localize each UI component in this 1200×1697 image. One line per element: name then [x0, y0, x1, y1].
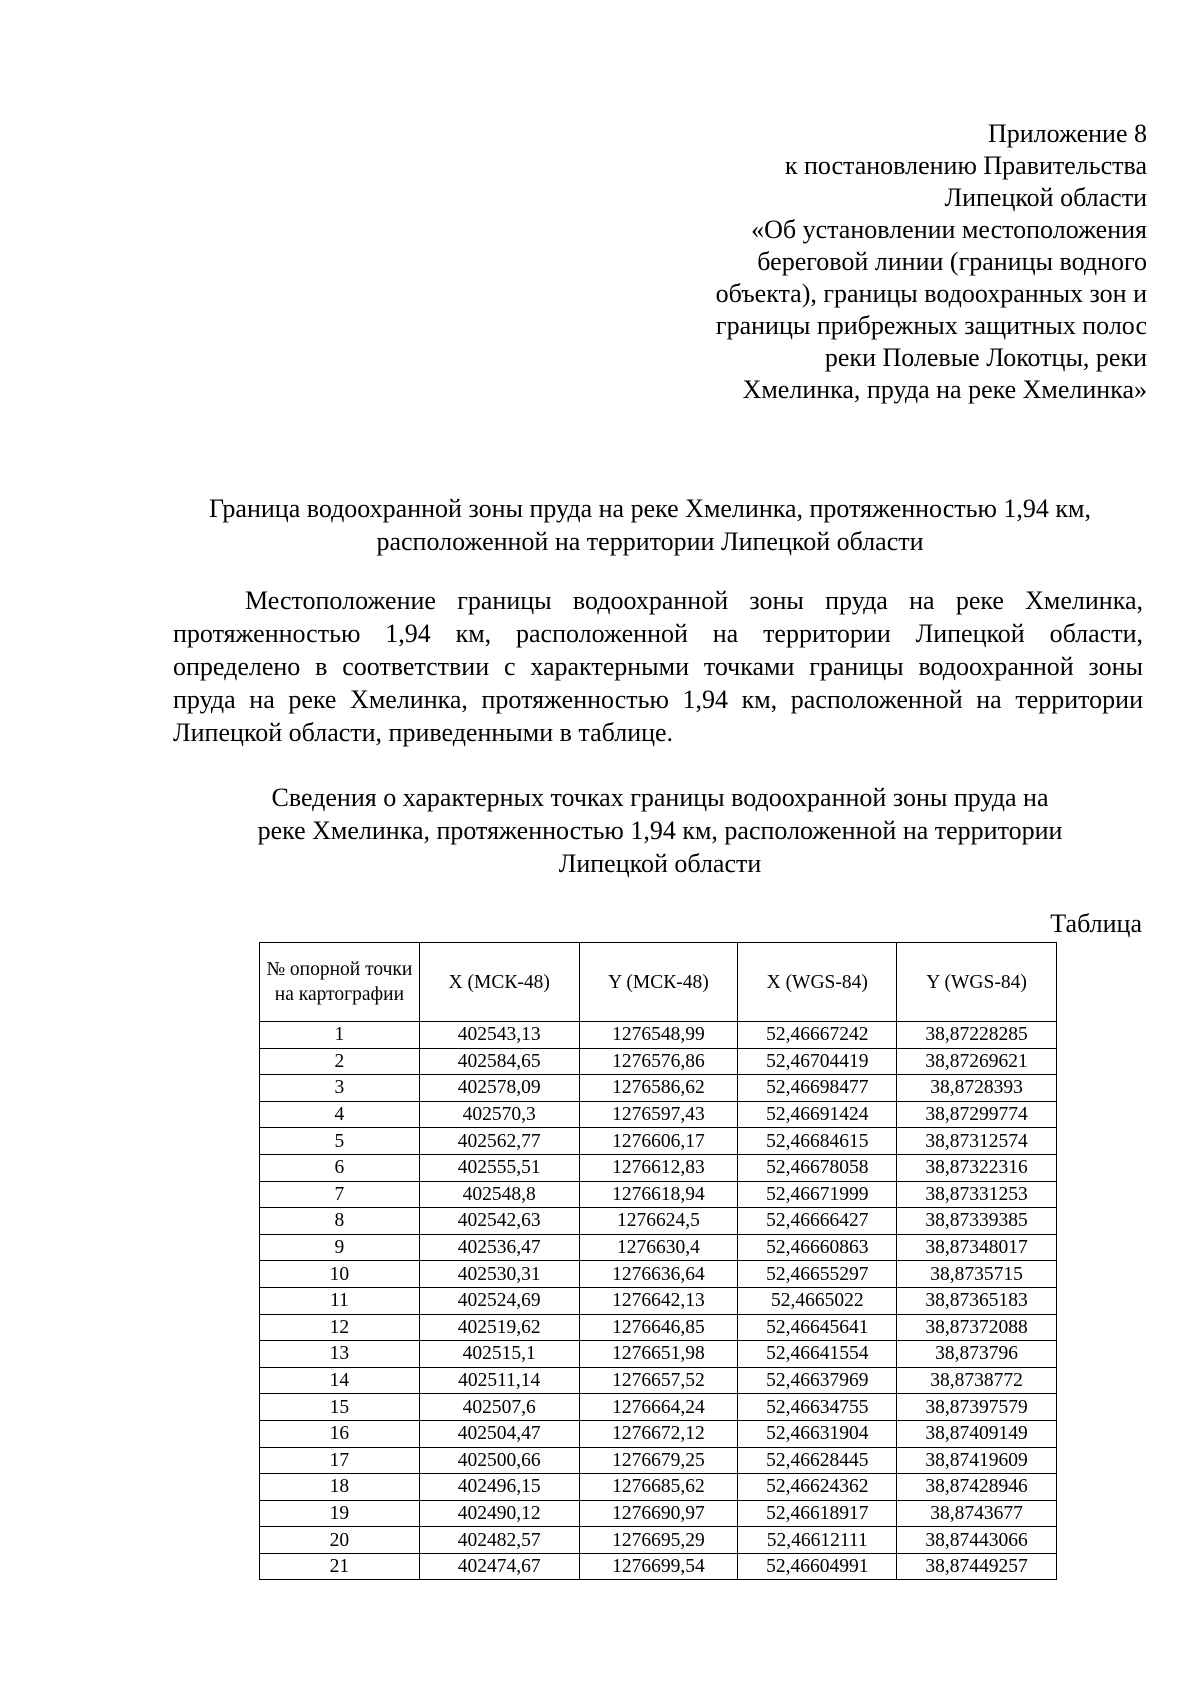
cell-x-msk48: 402548,8	[419, 1181, 579, 1208]
table-row	[260, 1208, 1057, 1235]
cell-y-wgs84: 38,8743677	[897, 1500, 1057, 1527]
header-y-msk48: Y (МСК-48)	[579, 943, 738, 1022]
table-row	[260, 1420, 1057, 1447]
document-title-line: расположенной на территории Липецкой области	[376, 527, 924, 556]
cell-y-msk48: 1276685,62	[579, 1474, 738, 1501]
cell-point-number: 13	[260, 1341, 420, 1368]
table-row	[260, 1234, 1057, 1261]
cell-x-wgs84: 52,46634755	[738, 1394, 897, 1421]
cell-point-number: 14	[260, 1367, 420, 1394]
cell-y-msk48: 1276636,64	[579, 1261, 738, 1288]
cell-y-msk48: 1276612,83	[579, 1154, 738, 1181]
cell-y-wgs84: 38,87419609	[897, 1447, 1057, 1474]
table-row	[260, 1022, 1057, 1049]
cell-point-number: 17	[260, 1447, 420, 1474]
cell-y-wgs84: 38,873796	[897, 1341, 1057, 1368]
cell-y-msk48: 1276695,29	[579, 1527, 738, 1554]
cell-y-msk48: 1276657,52	[579, 1367, 738, 1394]
cell-point-number: 1	[260, 1022, 420, 1049]
cell-y-msk48: 1276690,97	[579, 1500, 738, 1527]
table-label: Таблица	[1050, 909, 1142, 938]
header-y-wgs84: Y (WGS-84)	[897, 943, 1057, 1022]
cell-point-number: 8	[260, 1208, 420, 1235]
cell-y-msk48: 1276586,62	[579, 1075, 738, 1102]
header-point-number: № опорной точки на картографии	[260, 943, 420, 1022]
cell-x-wgs84: 52,46691424	[738, 1101, 897, 1128]
cell-point-number: 11	[260, 1287, 420, 1314]
cell-y-wgs84: 38,87348017	[897, 1234, 1057, 1261]
cell-x-wgs84: 52,46604991	[738, 1553, 897, 1580]
cell-x-msk48: 402482,57	[419, 1527, 579, 1554]
cell-y-wgs84: 38,8738772	[897, 1367, 1057, 1394]
cell-y-msk48: 1276699,54	[579, 1553, 738, 1580]
cell-y-msk48: 1276548,99	[579, 1022, 738, 1049]
cell-x-msk48: 402562,77	[419, 1128, 579, 1155]
cell-y-msk48: 1276646,85	[579, 1314, 738, 1341]
cell-x-msk48: 402519,62	[419, 1314, 579, 1341]
document-title-line: Граница водоохранной зоны пруда на реке Хмелинка, протяженностью 1,94 км,	[209, 494, 1091, 523]
header-x-wgs84: X (WGS-84)	[738, 943, 897, 1022]
cell-y-msk48: 1276672,12	[579, 1420, 738, 1447]
table-header-row	[260, 943, 1057, 1022]
cell-y-msk48: 1276618,94	[579, 1181, 738, 1208]
appendix-line: Хмелинка, пруда на реке Хмелинка»	[742, 375, 1147, 404]
cell-y-msk48: 1276606,17	[579, 1128, 738, 1155]
table-row	[260, 1500, 1057, 1527]
cell-x-wgs84: 52,46666427	[738, 1208, 897, 1235]
cell-y-msk48: 1276679,25	[579, 1447, 738, 1474]
cell-x-msk48: 402542,63	[419, 1208, 579, 1235]
cell-y-wgs84: 38,87397579	[897, 1394, 1057, 1421]
cell-y-wgs84: 38,87428946	[897, 1474, 1057, 1501]
table-row	[260, 1048, 1057, 1075]
cell-x-wgs84: 52,46612111	[738, 1527, 897, 1554]
cell-y-wgs84: 38,87269621	[897, 1048, 1057, 1075]
cell-point-number: 18	[260, 1474, 420, 1501]
cell-y-msk48: 1276651,98	[579, 1341, 738, 1368]
cell-x-msk48: 402570,3	[419, 1101, 579, 1128]
appendix-line: границы прибрежных защитных полос	[715, 311, 1147, 340]
table-row	[260, 1128, 1057, 1155]
document-title	[160, 492, 1140, 558]
cell-point-number: 21	[260, 1553, 420, 1580]
table-row	[260, 1287, 1057, 1314]
cell-point-number: 20	[260, 1527, 420, 1554]
cell-x-wgs84: 52,4665022	[738, 1287, 897, 1314]
appendix-line: береговой линии (границы водного	[757, 247, 1147, 276]
table-row	[260, 1261, 1057, 1288]
cell-y-msk48: 1276642,13	[579, 1287, 738, 1314]
cell-x-wgs84: 52,46671999	[738, 1181, 897, 1208]
table-body	[260, 1022, 1057, 1580]
table-row	[260, 1553, 1057, 1580]
cell-x-wgs84: 52,46678058	[738, 1154, 897, 1181]
cell-y-wgs84: 38,87372088	[897, 1314, 1057, 1341]
cell-y-msk48: 1276624,5	[579, 1208, 738, 1235]
cell-y-msk48: 1276597,43	[579, 1101, 738, 1128]
cell-x-msk48: 402555,51	[419, 1154, 579, 1181]
cell-x-wgs84: 52,46655297	[738, 1261, 897, 1288]
cell-y-msk48: 1276576,86	[579, 1048, 738, 1075]
cell-x-msk48: 402543,13	[419, 1022, 579, 1049]
cell-y-wgs84: 38,87228285	[897, 1022, 1057, 1049]
cell-x-wgs84: 52,46641554	[738, 1341, 897, 1368]
table-row	[260, 1367, 1057, 1394]
cell-x-wgs84: 52,46667242	[738, 1022, 897, 1049]
cell-x-msk48: 402504,47	[419, 1420, 579, 1447]
cell-point-number: 15	[260, 1394, 420, 1421]
cell-y-msk48: 1276664,24	[579, 1394, 738, 1421]
table-row	[260, 1154, 1057, 1181]
cell-x-wgs84: 52,46645641	[738, 1314, 897, 1341]
table-row	[260, 1394, 1057, 1421]
table-row	[260, 1101, 1057, 1128]
cell-y-wgs84: 38,87322316	[897, 1154, 1057, 1181]
cell-x-msk48: 402515,1	[419, 1341, 579, 1368]
cell-point-number: 16	[260, 1420, 420, 1447]
cell-x-wgs84: 52,46618917	[738, 1500, 897, 1527]
cell-point-number: 6	[260, 1154, 420, 1181]
cell-x-msk48: 402584,65	[419, 1048, 579, 1075]
cell-y-wgs84: 38,87312574	[897, 1128, 1057, 1155]
cell-x-wgs84: 52,46624362	[738, 1474, 897, 1501]
cell-point-number: 10	[260, 1261, 420, 1288]
table-row	[260, 1447, 1057, 1474]
cell-x-wgs84: 52,46698477	[738, 1075, 897, 1102]
coordinates-table	[259, 942, 1057, 1580]
appendix-line: Приложение 8	[987, 119, 1147, 148]
cell-point-number: 5	[260, 1128, 420, 1155]
appendix-line: к постановлению Правительства	[784, 151, 1147, 180]
cell-point-number: 2	[260, 1048, 420, 1075]
cell-x-msk48: 402474,67	[419, 1553, 579, 1580]
cell-y-wgs84: 38,87449257	[897, 1553, 1057, 1580]
table-row	[260, 1474, 1057, 1501]
cell-y-wgs84: 38,87443066	[897, 1527, 1057, 1554]
cell-x-wgs84: 52,46631904	[738, 1420, 897, 1447]
cell-x-msk48: 402490,12	[419, 1500, 579, 1527]
cell-x-msk48: 402578,09	[419, 1075, 579, 1102]
cell-x-wgs84: 52,46637969	[738, 1367, 897, 1394]
appendix-block	[627, 118, 1147, 406]
cell-x-wgs84: 52,46628445	[738, 1447, 897, 1474]
table-row	[260, 1314, 1057, 1341]
table-caption-line: реке Хмелинка, протяженностью 1,94 км, расположенной на территории	[257, 816, 1063, 845]
cell-x-msk48: 402524,69	[419, 1287, 579, 1314]
header-x-msk48: X (МСК-48)	[419, 943, 579, 1022]
cell-point-number: 7	[260, 1181, 420, 1208]
cell-x-wgs84: 52,46704419	[738, 1048, 897, 1075]
cell-y-wgs84: 38,8735715	[897, 1261, 1057, 1288]
appendix-line: Липецкой области	[944, 183, 1147, 212]
cell-y-wgs84: 38,87339385	[897, 1208, 1057, 1235]
cell-y-wgs84: 38,87409149	[897, 1420, 1057, 1447]
cell-x-wgs84: 52,46684615	[738, 1128, 897, 1155]
cell-y-wgs84: 38,87299774	[897, 1101, 1057, 1128]
table-caption	[170, 781, 1150, 880]
cell-x-msk48: 402507,6	[419, 1394, 579, 1421]
body-paragraph: Местоположение границы водоохранной зоны пруда на реке Хмелинка, протяженностью 1,94 км, расположенной на территории Липецкой области, определено в соответствии с характерными точками границы водоохранной зоны пруда на реке Хмелинка, протяженностью 1,94 км, расположенной на территории Липецкой области, приведенными в таблице.	[173, 586, 1143, 747]
cell-x-msk48: 402496,15	[419, 1474, 579, 1501]
table-row	[260, 1341, 1057, 1368]
appendix-line: реки Полевые Локотцы, реки	[824, 343, 1147, 372]
table-caption-line: Сведения о характерных точках границы водоохранной зоны пруда на	[271, 783, 1049, 812]
cell-point-number: 19	[260, 1500, 420, 1527]
table-caption-line: Липецкой области	[558, 849, 762, 878]
cell-y-wgs84: 38,87331253	[897, 1181, 1057, 1208]
cell-y-wgs84: 38,8728393	[897, 1075, 1057, 1102]
appendix-line: объекта), границы водоохранных зон и	[715, 279, 1147, 308]
cell-y-msk48: 1276630,4	[579, 1234, 738, 1261]
cell-point-number: 3	[260, 1075, 420, 1102]
appendix-line: «Об установлении местоположения	[751, 215, 1147, 244]
table-row	[260, 1075, 1057, 1102]
cell-x-msk48: 402511,14	[419, 1367, 579, 1394]
cell-y-wgs84: 38,87365183	[897, 1287, 1057, 1314]
cell-point-number: 9	[260, 1234, 420, 1261]
table-row	[260, 1527, 1057, 1554]
cell-x-msk48: 402500,66	[419, 1447, 579, 1474]
table-row	[260, 1181, 1057, 1208]
cell-x-msk48: 402530,31	[419, 1261, 579, 1288]
cell-x-wgs84: 52,46660863	[738, 1234, 897, 1261]
cell-x-msk48: 402536,47	[419, 1234, 579, 1261]
cell-point-number: 12	[260, 1314, 420, 1341]
cell-point-number: 4	[260, 1101, 420, 1128]
